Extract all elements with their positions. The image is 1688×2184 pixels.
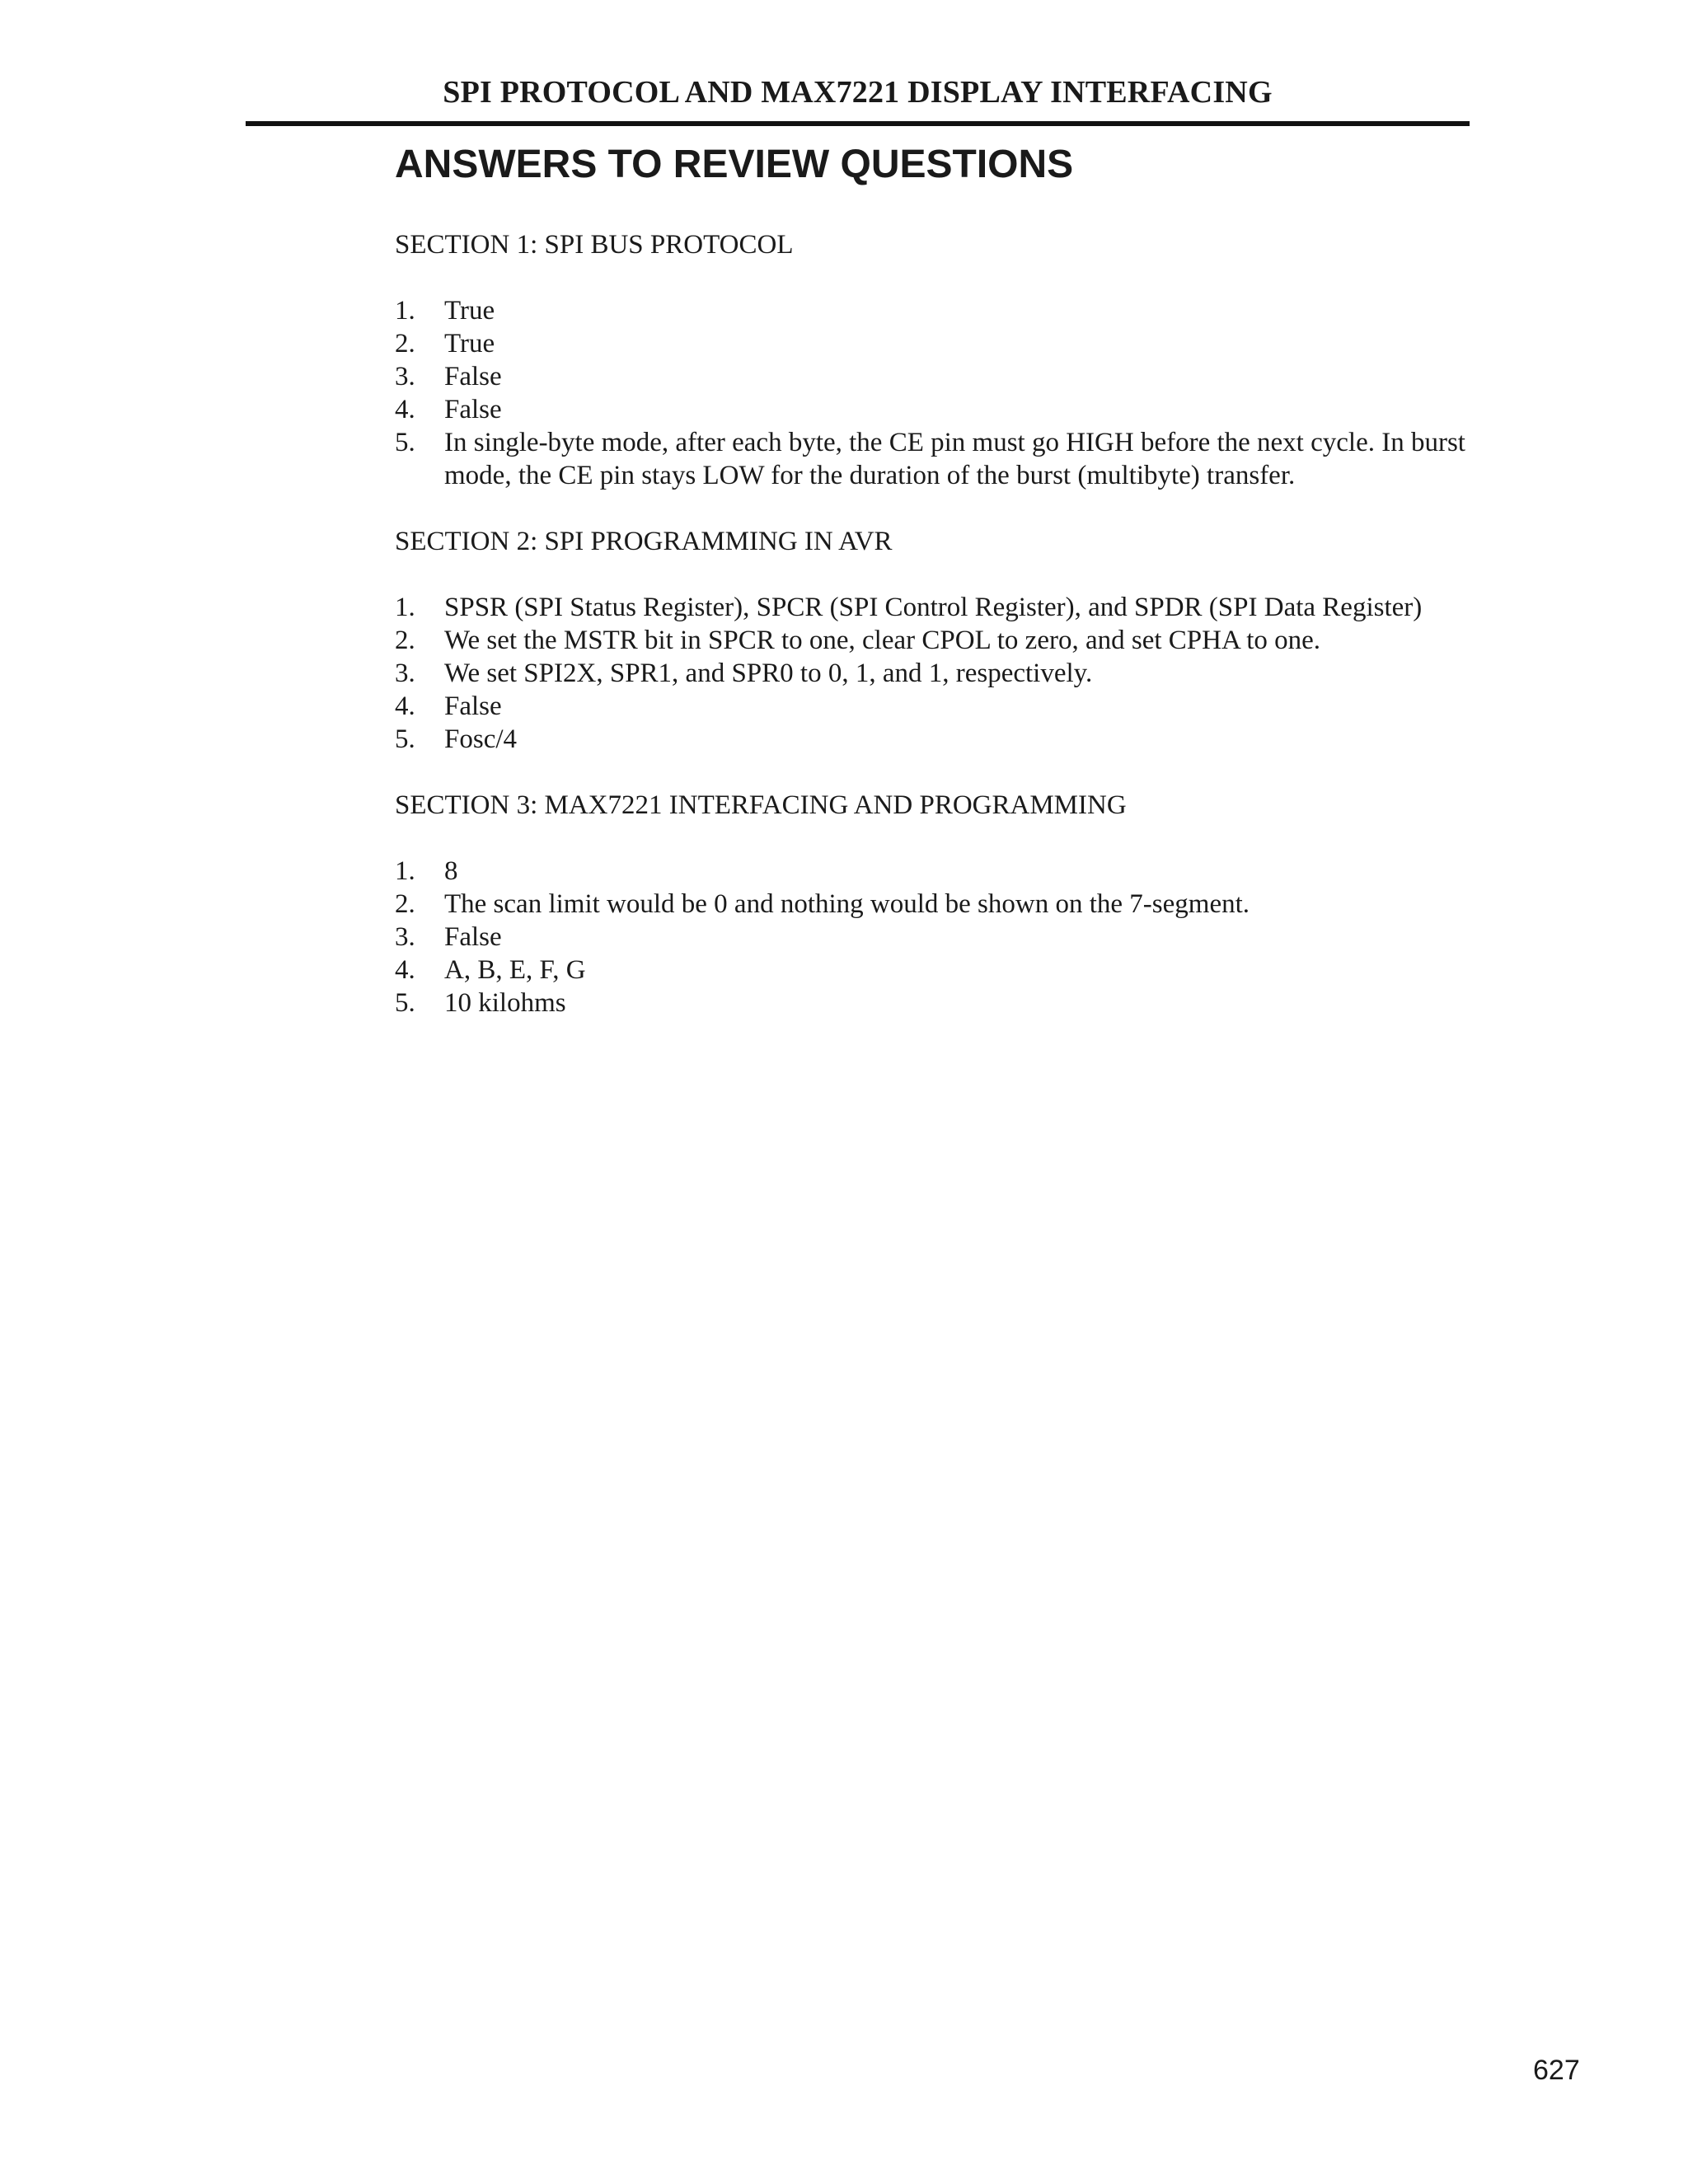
answer-item [395,657,1475,690]
answer-number: 5. [395,724,415,754]
answer-text: False [444,395,502,424]
answer-number: 3. [395,658,415,688]
answer-text: We set SPI2X, SPR1, and SPR0 to 0, 1, and 1, respectively. [444,658,1093,688]
answer-item [395,591,1475,624]
answer-number: 2. [395,329,415,359]
answer-item [395,987,1475,1019]
answer-number: 4. [395,691,415,721]
answer-number: 1. [395,296,415,326]
answer-text: False [444,922,502,952]
section-2 [395,525,1475,756]
answer-text: A, B, E, F, G [444,955,586,985]
answer-text: 10 kilohms [444,988,566,1018]
answer-number: 5. [395,428,415,457]
answer-list [395,855,1475,1019]
answer-text: False [444,362,502,391]
answer-number: 3. [395,922,415,952]
section-title: SECTION 2: SPI PROGRAMMING IN AVR [395,527,893,556]
answer-number: 1. [395,593,415,622]
section-title: SECTION 1: SPI BUS PROTOCOL [395,230,794,260]
answer-item [395,393,1475,426]
answer-list [395,294,1475,492]
answer-text: The scan limit would be 0 and nothing would be shown on the 7-segment. [444,889,1250,919]
answer-text: SPSR (SPI Status Register), SPCR (SPI Control Register), and SPDR (SPI Data Register) [444,593,1423,622]
answer-item [395,360,1475,393]
answer-text: True [444,296,495,326]
answer-list [395,591,1475,756]
answer-item [395,294,1475,327]
answer-item [395,921,1475,954]
answer-item [395,327,1475,360]
answer-number: 5. [395,988,415,1018]
page-number: 627 [1533,2055,1580,2086]
header-rule [246,121,1470,126]
answer-text: In single-byte mode, after each byte, the CE pin must go HIGH before the next cycle. In burst mode, the CE pin stays LOW for the duration of the burst (multibyte) transfer. [444,428,1465,490]
answer-item [395,855,1475,888]
answer-number: 4. [395,955,415,985]
answer-text: False [444,691,502,721]
answer-number: 2. [395,889,415,919]
answer-text: Fosc/4 [444,724,518,754]
answer-item [395,690,1475,723]
answer-item [395,426,1475,492]
section-3 [395,789,1475,1019]
answer-text: 8 [444,856,458,886]
section-1 [395,228,1475,492]
answer-item [395,723,1475,756]
answer-number: 2. [395,626,415,655]
section-title: SECTION 3: MAX7221 INTERFACING AND PROGRAMMING [395,790,1127,820]
answer-number: 4. [395,395,415,424]
answer-item [395,624,1475,657]
answer-text: True [444,329,495,359]
answer-number: 1. [395,856,415,886]
running-header: SPI PROTOCOL AND MAX7221 DISPLAY INTERFACING [443,75,1273,110]
answer-item [395,888,1475,921]
answers-content [395,228,1475,1052]
answer-number: 3. [395,362,415,391]
answer-item [395,954,1475,987]
chapter-title: ANSWERS TO REVIEW QUESTIONS [395,143,1074,186]
answer-text: We set the MSTR bit in SPCR to one, clear CPOL to zero, and set CPHA to one. [444,626,1321,655]
